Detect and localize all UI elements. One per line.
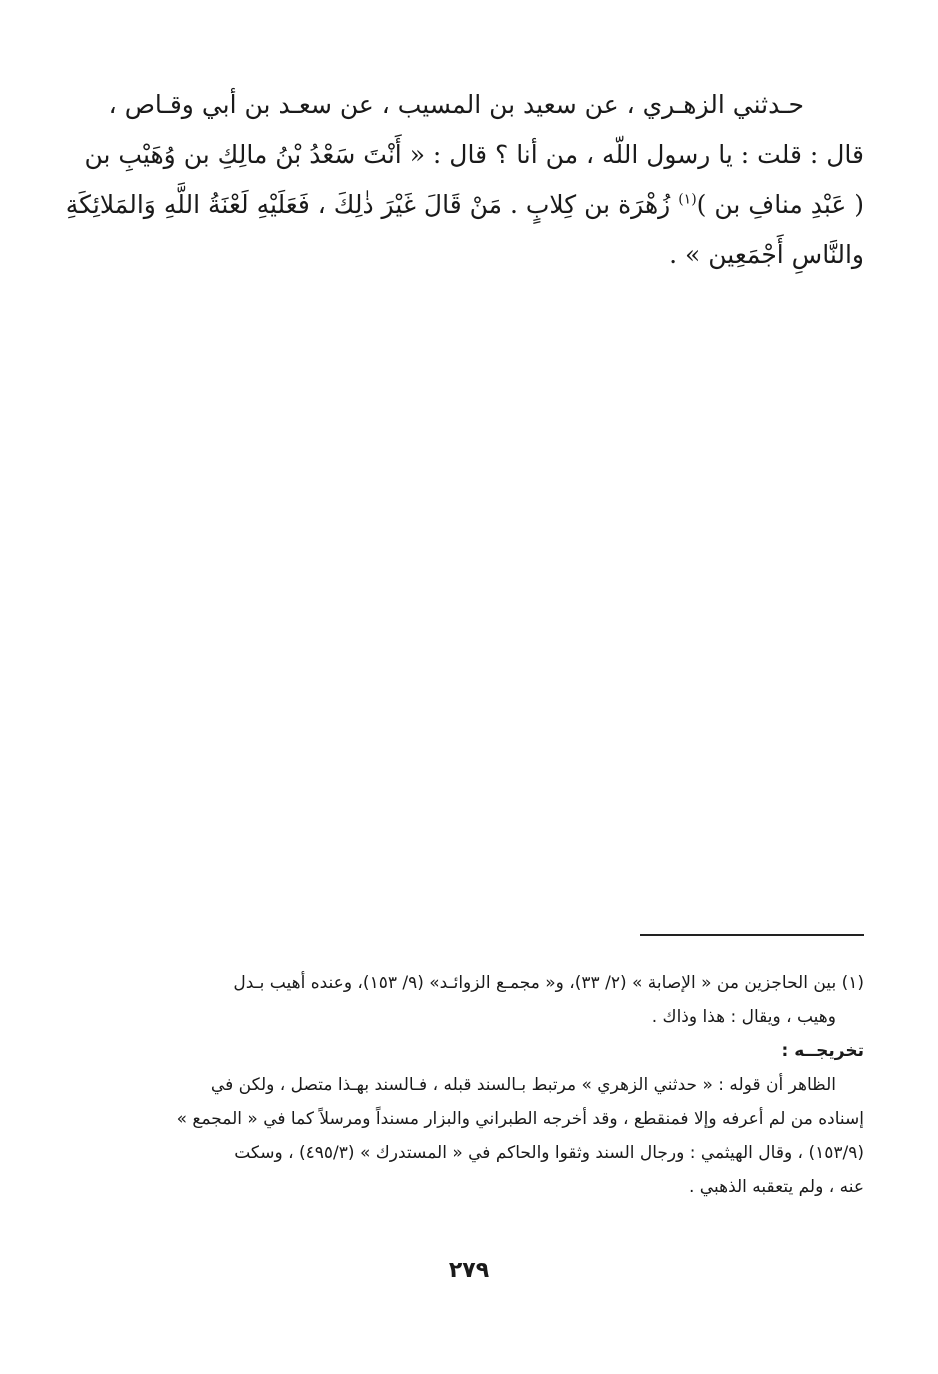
- takhrij-line: الظاهر أن قوله : « حدثني الزهري » مرتبط بـالسند قبله ، فـالسند بهـذا متصل ، ولكن في: [210, 1075, 836, 1095]
- page-number: ٢٧٩: [448, 1258, 490, 1283]
- footnotes: [150, 966, 864, 1204]
- takhrij-line: إسناده من لم أعرفه وإلا فمنقطع ، وقد أخرجه الطبراني والبزار مسنداً ومرسلاً كما في « المجمع »: [176, 1109, 864, 1129]
- main-text-line: حـدثني الزهـري ، عن سعيد بن المسيب ، عن سعـد بن أبي وقـاص ،: [108, 90, 804, 119]
- takhrij-line: (١٥٣/٩) ، وقال الهيثمي : ورجال السند وثقوا والحاكم في « المستدرك » (٤٩٥/٣) ، وسكت: [234, 1143, 864, 1163]
- footnote-reference: (١): [678, 191, 697, 208]
- main-text-line: قال : قلت : يا رسول اللّه ، من أنا ؟ قال : « أَنْتَ سَعْدُ بْنُ مالِكِ بن وُهَيْبِ بن: [84, 140, 864, 169]
- takhrij-line: عنه ، ولم يتعقبه الذهبي .: [689, 1177, 864, 1197]
- main-text: [65, 80, 864, 280]
- main-text-line: [65, 180, 864, 230]
- main-text-line: والنَّاسِ أَجْمَعِين » .: [669, 240, 864, 269]
- footnote-line: وهيب ، ويقال : هذا وذاك .: [651, 1007, 836, 1027]
- footnote-separator: [640, 934, 864, 936]
- main-text-segment: زُهْرَة بن كِلابٍ . مَنْ قَالَ غَيْرَ ذٰلِكَ ، فَعَلَيْهِ لَعْنَةُ اللَّهِ وَالمَلائِكَةِ: [65, 190, 671, 219]
- takhrij-heading: تخريجــه :: [781, 1041, 864, 1061]
- main-text-segment: ( عَبْدِ منافِ بن ): [696, 190, 864, 219]
- footnote-line: (١) بين الحاجزين من « الإصابة » (٢/ ٣٣)، و« مجمـع الزوائـد» (٩/ ١٥٣)، وعنده أهيب بـدل: [233, 973, 864, 993]
